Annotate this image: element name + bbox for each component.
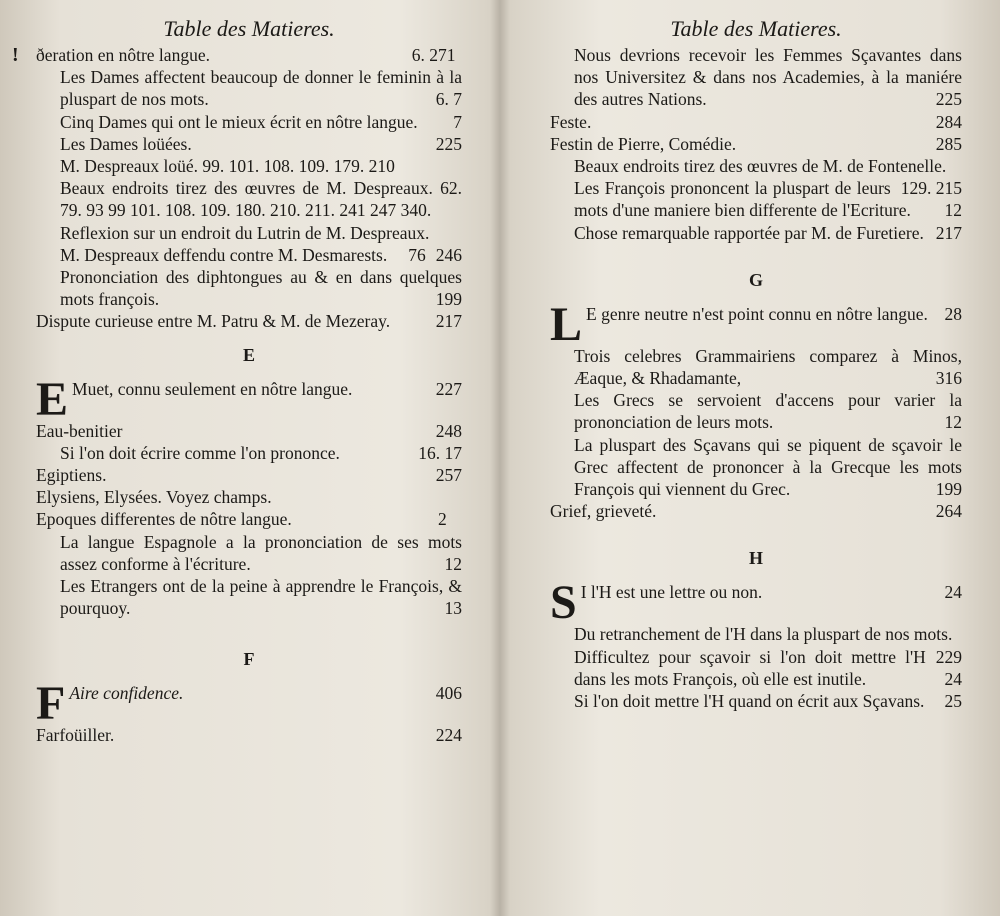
page-ref: 246 [435, 244, 462, 265]
index-entry [550, 500, 962, 522]
index-entry: Epoques differentes de nôtre langue. 2 [36, 509, 447, 530]
entry-text: Feste. [550, 111, 592, 132]
entry-text: I l'H est une lettre ou non. [580, 582, 763, 603]
page-ref: 6. 7 [435, 89, 462, 110]
drop-entry-g [550, 297, 962, 351]
entry-text: Du retranchement de l'H dans la pluspart de nos mots. [574, 624, 953, 645]
entry-text: Les François prononcent la pluspart de leurs mots d'une maniere bien differente de l'Ecriture. [574, 178, 911, 221]
page-ref: 6. 271 [411, 45, 456, 65]
index-entry [550, 177, 962, 221]
entry-text: Egiptiens. [36, 465, 107, 486]
page-ref: 12 [444, 553, 462, 574]
entry-text: Eau-benitier [36, 420, 123, 441]
page-ref: 316 [935, 368, 962, 389]
page-ref: 24 [944, 582, 962, 603]
section-letter-f: F [243, 649, 255, 670]
index-entry [36, 442, 462, 464]
page-ref: 257 [435, 465, 462, 486]
page-header-right: Table des Matieres. [670, 16, 842, 41]
drop-cap-f: F [36, 677, 66, 731]
page-ref: 7 [453, 111, 462, 132]
index-entry [550, 222, 962, 244]
entry-text: Beaux endroits tirez des œuvres de M. de Fontenelle. [574, 156, 947, 177]
entry-text: Elysiens, Elysées. Voyez champs. [36, 487, 272, 508]
index-entry [550, 133, 962, 155]
page-ref: 217 [935, 222, 962, 243]
entry-text: Nous devrions recevoir les Femmes Sçavantes dans nos Universitez & dans nos Academies, à la maniére des autres Nations. [574, 45, 962, 110]
page-ref: 224 [435, 725, 462, 746]
page-ref: 285 [935, 133, 962, 154]
drop-cap-s: S [550, 576, 577, 630]
entry-text: Cinq Dames qui ont le mieux écrit en nôtre langue. [60, 111, 418, 132]
page-ref: 13 [444, 598, 462, 619]
index-entry [36, 244, 462, 266]
page-ref: 264 [935, 501, 962, 522]
entry-text: Dispute curieuse entre M. Patru & M. de Mezeray. [36, 311, 391, 332]
entry-text: Beaux endroits tirez des œuvres de M. Despreaux. 62. 79. 93 99 101. 108. 109. 180. 210. 211. 241 247 340. [60, 178, 462, 221]
entry-text: Les Etrangers ont de la peine à apprendre le François, & pourquoy. [60, 576, 462, 619]
entry-text: Difficultez pour sçavoir si l'on doit mettre l'H dans les mots François, où elle est inutile. [574, 646, 926, 689]
index-entry [36, 420, 462, 442]
index-entry [36, 133, 462, 155]
page-ref: 225 [935, 89, 962, 110]
entry-text: Les Dames affectent beaucoup de donner le feminin à la pluspart de nos mots. [60, 67, 462, 110]
entry-text: La langue Espagnole a la prononciation de ses mots assez conforme à l'écriture. [60, 531, 462, 574]
section-letter-h: H [748, 548, 763, 569]
entry-text: Les Grecs se servoient d'accens pour varier la prononciation de leurs mots. [574, 390, 962, 433]
entry-text: Les Dames loüées. [60, 133, 192, 154]
index-entry [36, 464, 462, 486]
index-entry [36, 44, 462, 66]
d-section [36, 44, 462, 333]
page-ref: 406 [435, 683, 462, 704]
page-ref: 28 [944, 303, 962, 324]
page-ref: 12 [944, 200, 962, 221]
index-entry [36, 111, 462, 133]
f-section-left [36, 724, 462, 746]
page-ref: 199 [435, 289, 462, 310]
entry-text: Reflexion sur un endroit du Lutrin de M. Despreaux. [60, 222, 430, 243]
section-letter-e: E [242, 344, 255, 365]
index-entry [550, 623, 962, 667]
drop-entry-h [550, 576, 962, 630]
page-ref: 76 [408, 244, 426, 265]
drop-cap-e: E [36, 372, 69, 426]
index-entry [550, 44, 962, 111]
index-entry [36, 724, 462, 746]
margin-mark: ! [12, 44, 19, 66]
page-ref: 199 [935, 479, 962, 500]
index-entry [550, 155, 962, 199]
index-entry [36, 177, 462, 221]
index-entry [36, 531, 462, 575]
entry-text: Prononciation des diphtongues au & en dans quelques mots françois. [60, 267, 462, 310]
entry-text: Muet, connu seulement en nôtre langue. [72, 378, 353, 399]
index-entry [550, 345, 962, 389]
page-ref: 227 [435, 378, 462, 399]
drop-cap-l: L [550, 297, 583, 351]
page-ref: 129. 215 [900, 178, 962, 199]
entry-text: Si l'on doit mettre l'H quand on écrit aux Sçavans. [574, 691, 925, 712]
index-entry [36, 66, 462, 110]
index-entry [550, 389, 962, 433]
entry-text: ðeration en nôtre langue. [36, 45, 210, 65]
f-section-right [550, 44, 962, 244]
entry-text: Festin de Pierre, Comédie. [550, 133, 737, 154]
index-entry [36, 486, 462, 508]
page-ref: 24 [944, 668, 962, 689]
index-entry [550, 434, 962, 501]
entry-text: Grief, grieveté. [550, 501, 657, 522]
page-ref: 225 [435, 133, 462, 154]
index-entry [550, 690, 962, 712]
e-section [36, 420, 462, 620]
drop-entry-e [36, 372, 462, 426]
section-letter-g: G [748, 269, 763, 290]
page-ref: 12 [944, 412, 962, 433]
entry-text: Aire confidence. [69, 683, 184, 704]
entry-text: Farfoüiller. [36, 725, 115, 746]
page-ref: 248 [435, 420, 462, 441]
page-ref: 217 [435, 311, 462, 332]
page-ref: 284 [935, 111, 962, 132]
entry-text: Trois celebres Grammairiens comparez à Minos, Æaque, & Rhadamante, [574, 345, 962, 389]
entry-text: Chose remarquable rapportée par M. de Furetiere. [574, 222, 924, 243]
index-entry [36, 266, 462, 310]
index-entry [550, 111, 962, 133]
g-section [550, 345, 962, 523]
entry-text: Si l'on doit écrire comme l'on prononce. [60, 442, 340, 463]
entry-text: La pluspart des Sçavans qui se piquent de sçavoir le Grec affectent de prononcer à la Grecque les mots François qui viennent du Grec. [574, 434, 962, 500]
drop-entry-f [36, 677, 462, 731]
page-ref: 229 [935, 646, 962, 667]
page-header-left: Table des Matieres. [163, 16, 335, 41]
entry-text: Epoques differentes de nôtre langue. [36, 509, 292, 530]
entry-text: M. Despreaux loüé. 99. 101. 108. 109. 179. 210 [60, 156, 395, 177]
index-entry [36, 310, 462, 332]
page-ref: 16. 17 [418, 442, 462, 463]
entry-text: M. Despreaux deffendu contre M. Desmarests. [60, 244, 388, 265]
index-entry [550, 646, 962, 690]
entry-text: E genre neutre n'est point connu en nôtre langue. [586, 303, 928, 324]
h-section [550, 623, 962, 712]
index-entry [36, 575, 462, 619]
right-page [510, 0, 1000, 916]
page-ref: 25 [944, 691, 962, 712]
index-entry [36, 155, 462, 177]
